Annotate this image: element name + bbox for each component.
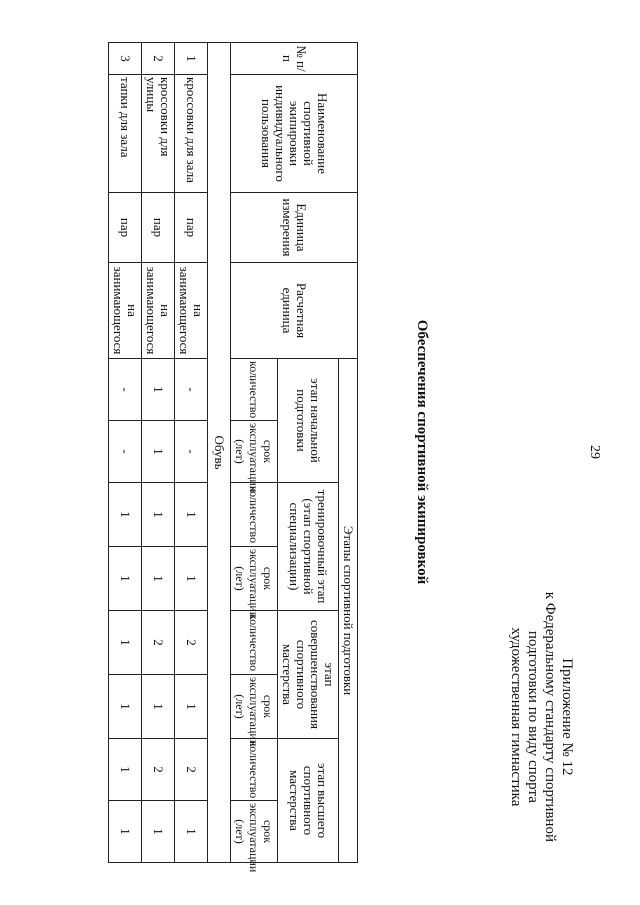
header-term: срок эксплуатации (лет) (231, 801, 278, 863)
row-name: кроссовки для зала (175, 75, 208, 193)
row-unit: пар (142, 193, 175, 263)
row-s1-qty: - (175, 359, 208, 421)
header-stage-4: этап высшего спортивного мастерства (278, 739, 339, 863)
header-stage-2: тренировочный этап (этап спортивной специализации) (278, 483, 339, 611)
header-unit: Единица измерения (231, 193, 358, 263)
appendix-line-3: подготовки по виду спорта (525, 630, 541, 803)
row-s4-qty: 1 (109, 739, 142, 801)
row-s3-term: 1 (109, 675, 142, 739)
row-s3-qty: 2 (142, 611, 175, 675)
table-row (142, 43, 175, 863)
section-row (208, 43, 231, 863)
row-unit: пар (175, 193, 208, 263)
row-calc: на занимающегося (175, 263, 208, 359)
row-s4-term: 1 (142, 801, 175, 863)
row-s4-term: 1 (109, 801, 142, 863)
row-s1-qty: - (109, 359, 142, 421)
row-name: тапки для зала (109, 75, 142, 193)
header-stage-3: этап совершенствования спортивного мастерства (278, 611, 339, 739)
header-term: срок эксплуатации (лет) (231, 547, 278, 611)
section-label: Обувь (208, 43, 231, 863)
row-s3-term: 1 (142, 675, 175, 739)
header-num: № п/п (231, 43, 358, 75)
row-s2-term: 1 (175, 547, 208, 611)
row-unit: пар (109, 193, 142, 263)
header-term: срок эксплуатации (лет) (231, 675, 278, 739)
row-calc: на занимающегося (142, 263, 175, 359)
row-s3-qty: 2 (175, 611, 208, 675)
row-s4-qty: 2 (175, 739, 208, 801)
header-qty: количество (231, 483, 278, 547)
row-name: кроссовки для улицы (142, 75, 175, 193)
header-term: срок эксплуатации (лет) (231, 421, 278, 483)
table-row (109, 43, 142, 863)
header-name: Наименование спортивной экипировки индивидуального пользования (231, 75, 358, 193)
row-s2-term: 1 (109, 547, 142, 611)
page-number: 29 (587, 445, 602, 459)
row-s3-qty: 1 (109, 611, 142, 675)
row-s2-term: 1 (142, 547, 175, 611)
table-row (175, 43, 208, 863)
row-s3-term: 1 (175, 675, 208, 739)
header-calc-unit: Расчетная единица (231, 263, 358, 359)
row-s4-term: 1 (175, 801, 208, 863)
appendix-line-1: Приложение № 12 (559, 658, 575, 776)
header-row-1 (339, 43, 358, 863)
row-num: 2 (142, 43, 175, 75)
row-s1-term: - (175, 421, 208, 483)
header-qty: количество (231, 739, 278, 801)
row-s2-qty: 1 (175, 483, 208, 547)
appendix-line-4: художественная гимнастика (508, 627, 524, 807)
row-s1-term: 1 (142, 421, 175, 483)
row-num: 3 (109, 43, 142, 75)
header-stages: Этапы спортивной подготовки (339, 359, 358, 863)
header-qty: количество (231, 611, 278, 675)
row-s2-qty: 1 (142, 483, 175, 547)
row-s1-term: - (109, 421, 142, 483)
appendix-header (507, 592, 575, 842)
row-s4-qty: 2 (142, 739, 175, 801)
rotated-page (20, 12, 620, 892)
document-title: Обеспечения спортивной экипировкой (414, 319, 430, 585)
row-calc: на занимающегося (109, 263, 142, 359)
row-s2-qty: 1 (109, 483, 142, 547)
equipment-table (108, 42, 358, 873)
row-num: 1 (175, 43, 208, 75)
header-stage-1: этап начальной подготовки (278, 359, 339, 483)
appendix-line-2: к Федеральному стандарту спортивной (542, 591, 558, 842)
row-s1-qty: 1 (142, 359, 175, 421)
header-qty: количество (231, 359, 278, 421)
